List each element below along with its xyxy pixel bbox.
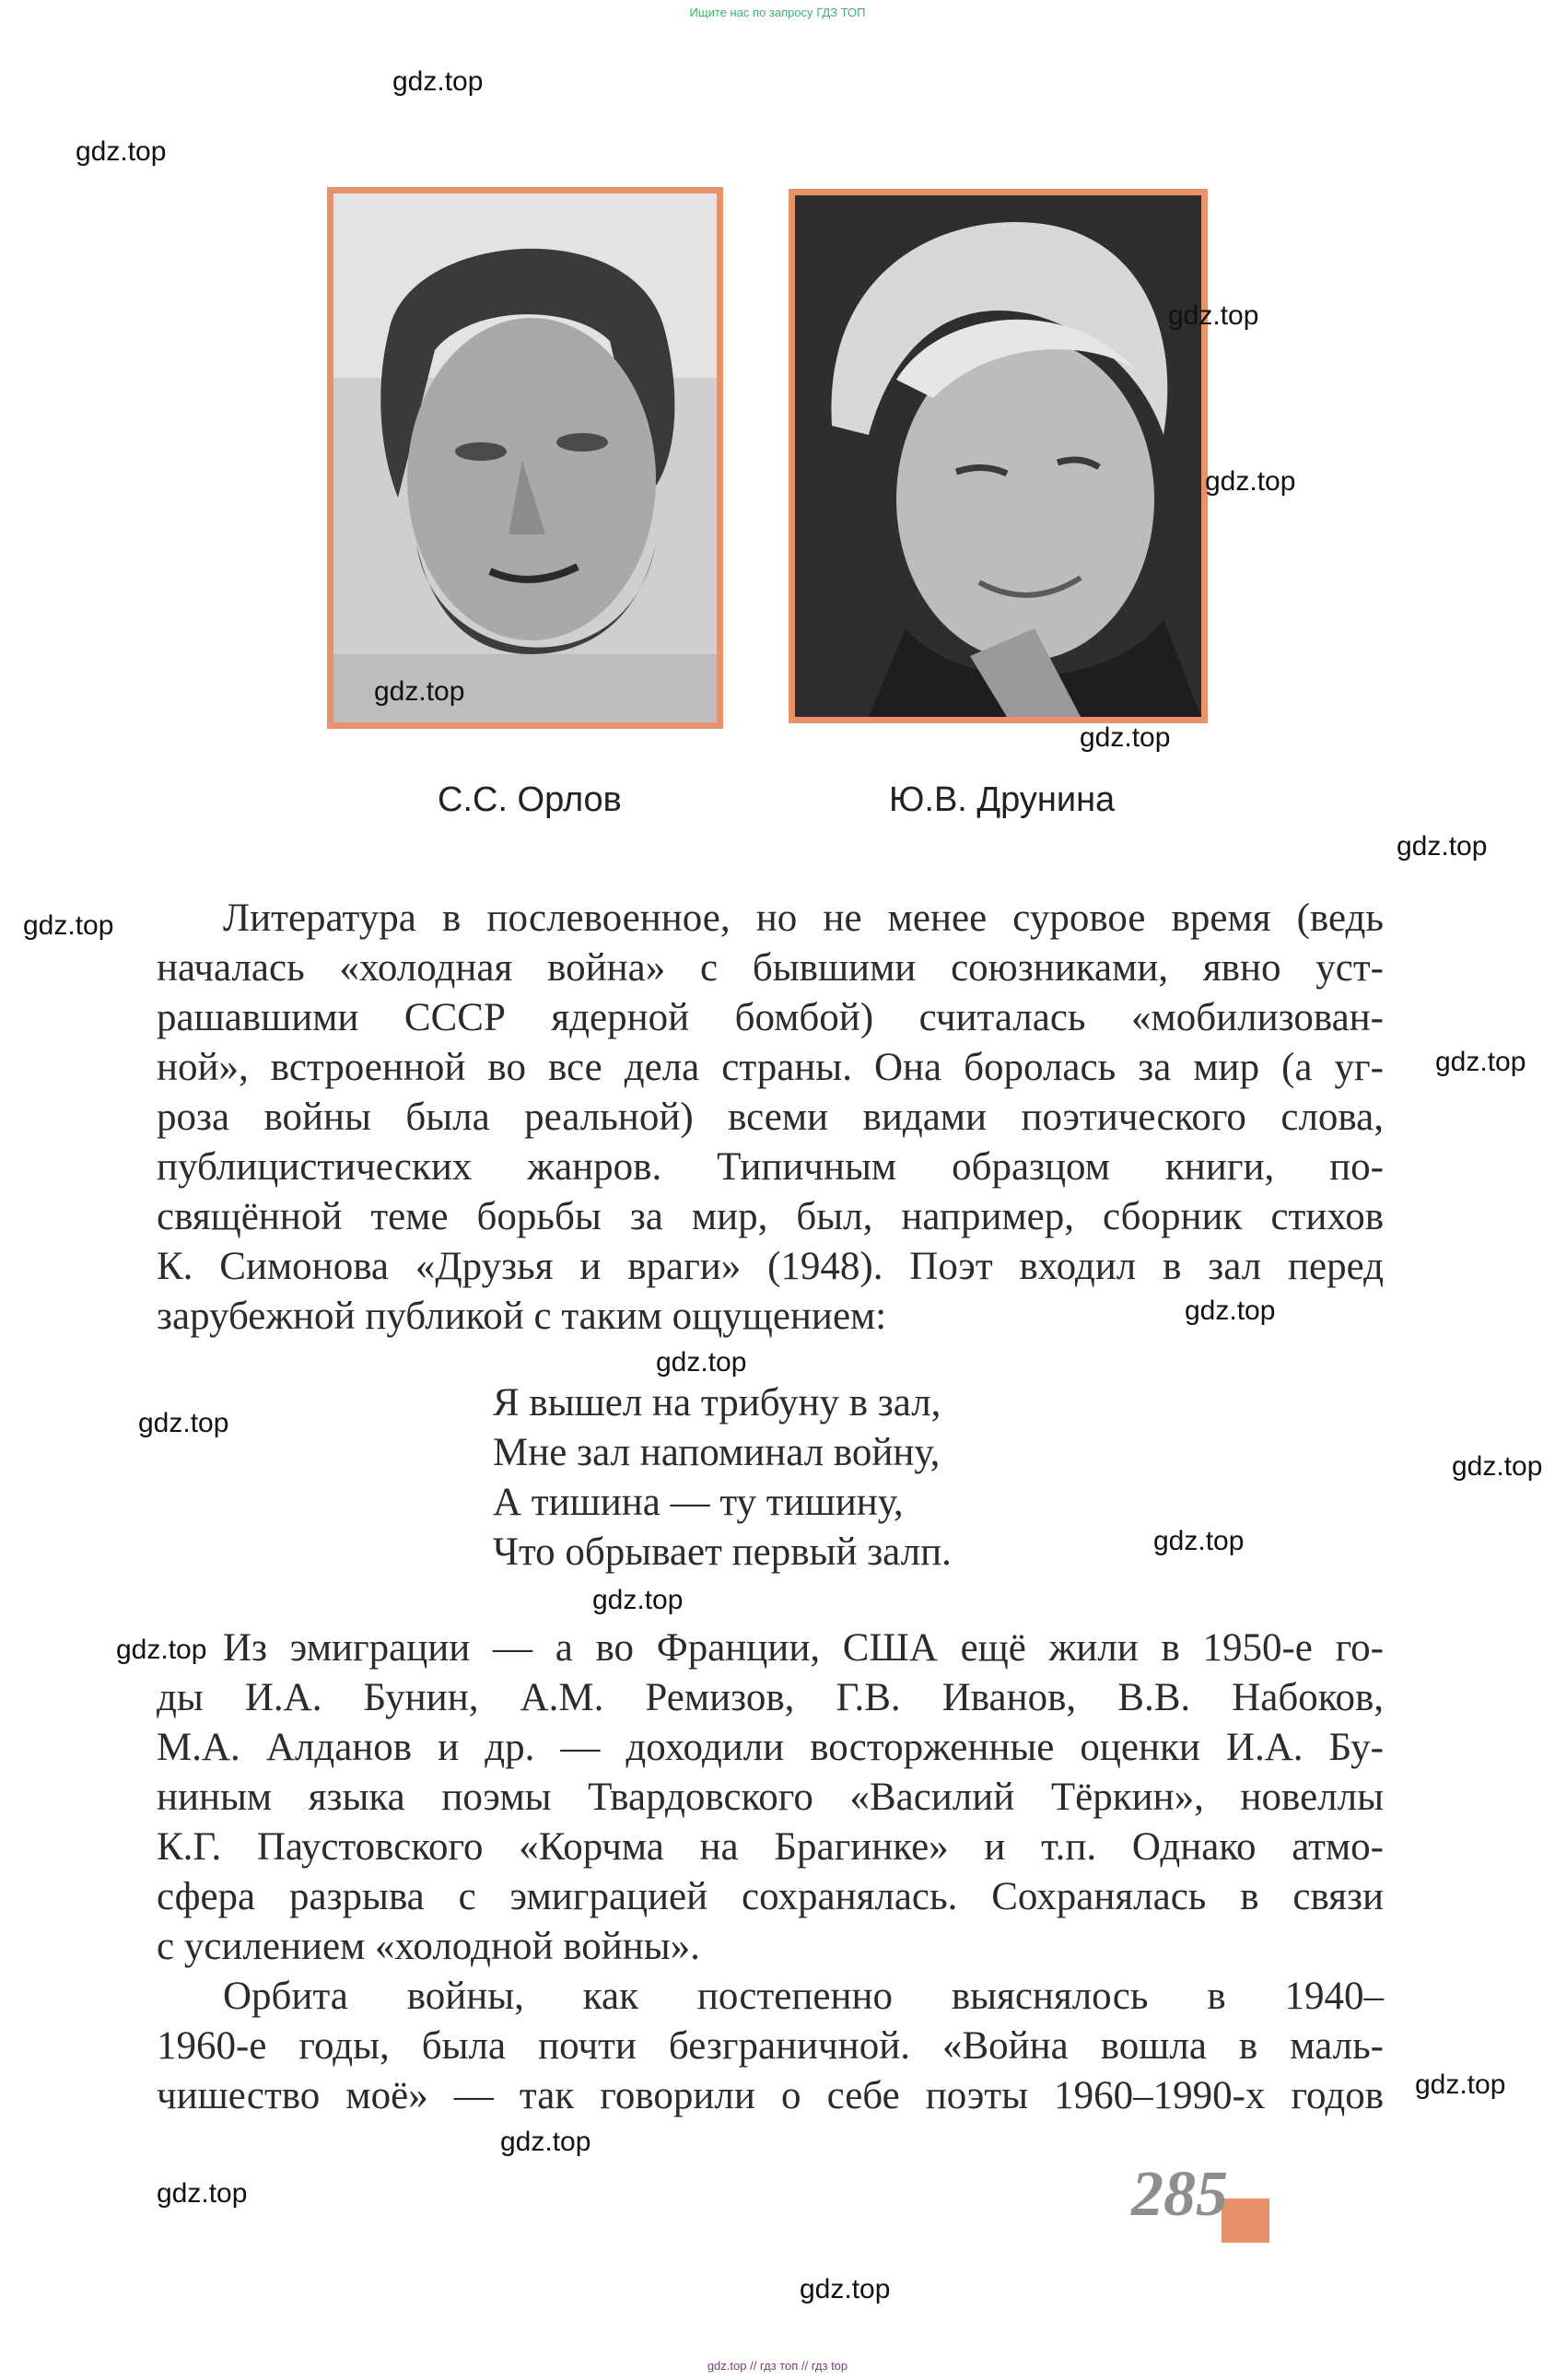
watermark: gdz.top — [76, 136, 167, 167]
watermark: gdz.top — [157, 2178, 248, 2209]
watermark: gdz.top — [592, 1585, 684, 1615]
portrait-orlov-photo — [333, 193, 717, 722]
watermark: gdz.top — [656, 1347, 747, 1378]
portrait-drunina — [789, 189, 1208, 723]
watermark: gdz.top — [1435, 1047, 1526, 1077]
page-number: 285 — [1131, 2159, 1228, 2230]
paragraph-3-line: чишество моё» — так говорили о себе поэты 1960–1990-х годов — [157, 2074, 1384, 2117]
paragraph-3 — [157, 1972, 1384, 2121]
poem-line: Мне зал напоминал войну, — [493, 1431, 941, 1474]
paragraph-2-line: сфера разрыва с эмиграцией сохранялась. Сохранялась в связи — [157, 1875, 1384, 1918]
watermark: gdz.top — [23, 910, 114, 941]
paragraph-2-line: с усилением «холодной войны». — [157, 1925, 700, 1968]
watermark: gdz.top — [800, 2274, 891, 2304]
paragraph-1 — [157, 894, 1384, 1342]
paragraph-1-line: ной», встроенной во все дела страны. Она боролась за мир (а уг- — [157, 1046, 1384, 1089]
watermark: gdz.top — [1080, 722, 1171, 753]
poem-quote — [493, 1378, 952, 1577]
paragraph-1-line: свящённой теме борьбы за мир, был, например, сборник стихов — [157, 1195, 1384, 1238]
paragraph-1-line: началась «холодная война» с бывшими союзниками, явно уст- — [157, 946, 1384, 990]
poem-line: Что обрывает первый залп. — [493, 1530, 952, 1574]
watermark: gdz.top — [374, 676, 465, 707]
paragraph-2 — [157, 1624, 1384, 1972]
watermark: gdz.top — [1185, 1296, 1276, 1326]
footer-notice: gdz.top // гдз топ // гдз top — [707, 2359, 848, 2373]
top-notice: Ищите нас по запросу ГДЗ ТОП — [689, 6, 866, 19]
watermark: gdz.top — [1153, 1526, 1245, 1556]
paragraph-2-line: ниным языка поэмы Твардовского «Василий Тёркин», новеллы — [157, 1776, 1384, 1819]
watermark: gdz.top — [138, 1408, 229, 1438]
watermark: gdz.top — [1205, 466, 1296, 497]
paragraph-1-line: К. Симонова «Друзья и враги» (1948). Поэт входил в зал перед — [157, 1245, 1384, 1288]
paragraph-2-line: М.А. Алданов и др. — доходили восторженные оценки И.А. Бу- — [157, 1726, 1384, 1769]
portrait-drunina-photo — [795, 195, 1201, 717]
paragraph-2-line: Из эмиграции — а во Франции, США ещё жили в 1950-е го- — [223, 1626, 1384, 1670]
watermark: gdz.top — [1397, 831, 1488, 862]
watermark: gdz.top — [1168, 300, 1259, 331]
watermark: gdz.top — [392, 66, 484, 97]
paragraph-2-line: ды И.А. Бунин, А.М. Ремизов, Г.В. Иванов, В.В. Набоков, — [157, 1676, 1384, 1719]
poem-line: Я вышел на трибуну в зал, — [493, 1381, 941, 1424]
paragraph-1-line: рашавшими СССР ядерной бомбой) считалась «мобилизован- — [157, 996, 1384, 1039]
paragraph-1-line: Литература в послевоенное, но не менее суровое время (ведь — [223, 897, 1384, 940]
portrait-caption-orlov: С.С. Орлов — [438, 780, 622, 819]
paragraph-1-line: роза войны была реальной) всеми видами поэтического слова, — [157, 1096, 1384, 1139]
portrait-caption-drunina: Ю.В. Друнина — [889, 780, 1116, 819]
poem-line: А тишина — ту тишину, — [493, 1481, 904, 1524]
paragraph-3-line: Орбита войны, как постепенно выяснялось в 1940– — [223, 1975, 1384, 2018]
watermark: gdz.top — [116, 1635, 207, 1665]
watermark: gdz.top — [1415, 2069, 1506, 2100]
paragraph-3-line: 1960-е годы, была почти безграничной. «Война вошла в маль- — [157, 2024, 1384, 2068]
watermark: gdz.top — [500, 2127, 591, 2157]
paragraph-1-line: зарубежной публикой с таким ощущением: — [157, 1295, 887, 1338]
watermark: gdz.top — [1452, 1451, 1543, 1482]
paragraph-2-line: К.Г. Паустовского «Корчма на Брагинке» и т.п. Однако атмо- — [157, 1825, 1384, 1869]
page-number-marker — [1222, 2198, 1269, 2243]
portrait-orlov — [327, 187, 723, 729]
paragraph-1-line: публицистических жанров. Типичным образцом книги, по- — [157, 1145, 1384, 1189]
